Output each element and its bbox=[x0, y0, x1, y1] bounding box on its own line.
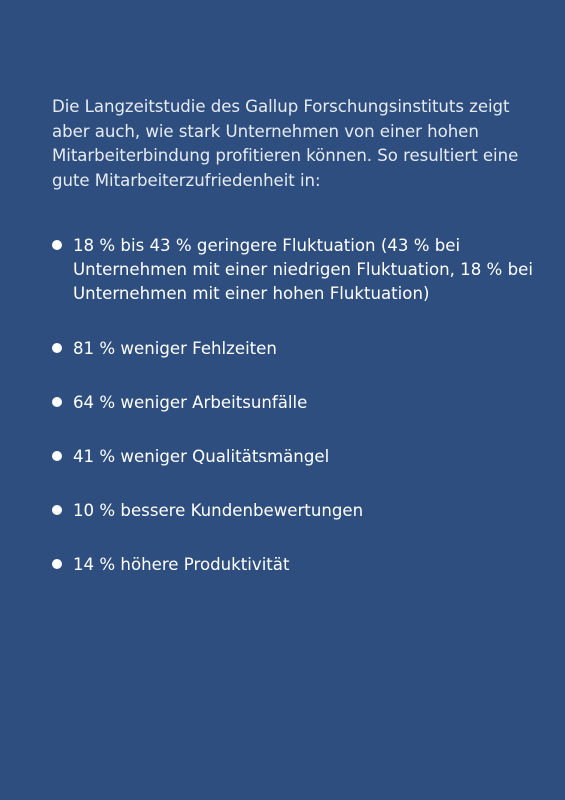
bullet-text: 64 % weniger Arbeitsunfälle bbox=[73, 393, 308, 412]
bullet-item-fluctuation bbox=[52, 234, 542, 306]
bullet-item-quality bbox=[52, 445, 542, 469]
bullet-list bbox=[52, 234, 542, 607]
bullet-item-accidents bbox=[52, 391, 542, 415]
bullet-dot-icon bbox=[52, 505, 62, 515]
bullet-text: 14 % höhere Produktivität bbox=[73, 555, 290, 574]
bullet-dot-icon bbox=[52, 343, 62, 353]
bullet-item-ratings bbox=[52, 499, 542, 523]
bullet-dot-icon bbox=[52, 451, 62, 461]
bullet-text: 81 % weniger Fehlzeiten bbox=[73, 339, 277, 358]
bullet-dot-icon bbox=[52, 240, 62, 250]
intro-paragraph: Die Langzeitstudie des Gallup Forschungsinstituts zeigt aber auch, wie stark Unternehmen von einer hohen Mitarbeiterbindung profitieren können. So resultiert eine gute Mitarbeiterzufriedenheit in: bbox=[52, 97, 519, 190]
bullet-text: 10 % bessere Kundenbewertungen bbox=[73, 501, 364, 520]
bullet-item-productivity bbox=[52, 553, 542, 577]
bullet-dot-icon bbox=[52, 559, 62, 569]
bullet-text: 41 % weniger Qualitätsmängel bbox=[73, 447, 330, 466]
bullet-dot-icon bbox=[52, 397, 62, 407]
bullet-item-absence bbox=[52, 337, 542, 361]
bullet-text: 18 % bis 43 % geringere Fluktuation (43 % bei Unternehmen mit einer niedrigen Fluktuation, 18 % bei Unternehmen mit einer hohen Fluktuation) bbox=[73, 236, 533, 303]
